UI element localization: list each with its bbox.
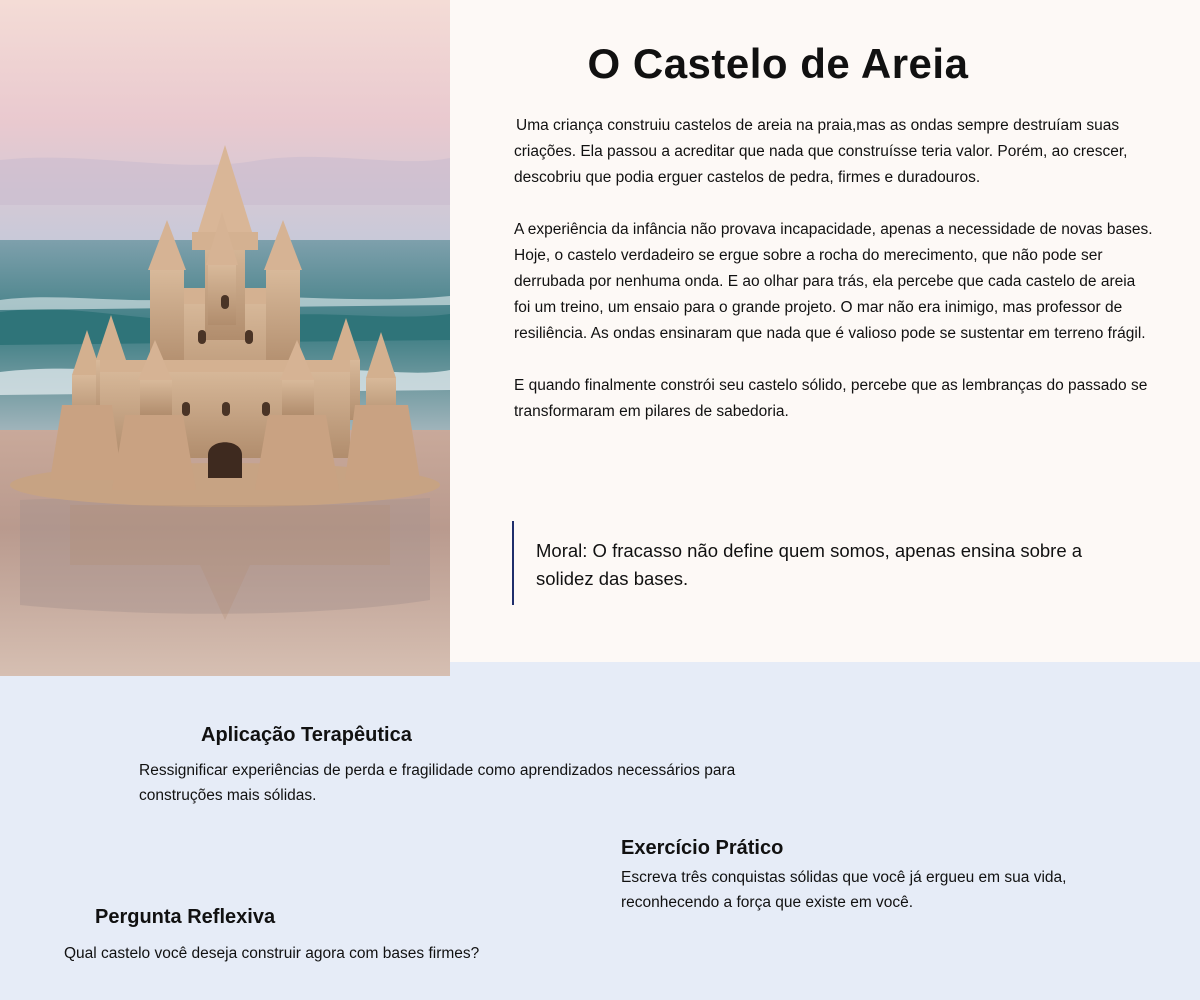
exercicio-text: Escreva três conquistas sólidas que você já ergueu em sua vida, reconhecendo a força que existe em você.: [621, 869, 1067, 911]
moral-text: Moral: O fracasso não define quem somos, apenas ensina sobre a solidez das bases.: [536, 540, 1083, 589]
story-paragraph: E quando finalmente constrói seu castelo sólido, percebe que as lembranças do passado se transformaram em pilares de sabedoria.: [514, 377, 1148, 420]
aplicacao-title: Aplicação Terapêutica: [201, 724, 412, 746]
aplicacao-text: Ressignificar experiências de perda e fragilidade como aprendizados necessários para construções mais sólidas.: [139, 762, 736, 804]
story-text: [514, 113, 1154, 451]
sandcastle-image: [0, 0, 450, 676]
exercicio-title: Exercício Prático: [621, 837, 784, 859]
page-title: O Castelo de Areia: [587, 40, 969, 87]
story-paragraph: A experiência da infância não provava incapacidade, apenas a necessidade de novas bases. Hoje, o castelo verdadeiro se ergue sobre a rocha do merecimento, que não pode ser derrubada por nenhuma onda. E ao olhar para trás, ela percebe que cada castelo de areia foi um treino, um ensaio para o grande projeto. O mar não era inimigo, mas professor de resiliência. As ondas ensinaram que nada que é valioso pode se sustentar em terreno frágil.: [514, 221, 1153, 342]
story-paragraph: Uma criança construiu castelos de areia na praia,mas as ondas sempre destruíam suas criações. Ela passou a acreditar que nada que construísse teria valor. Porém, ao crescer, descobriu que podia erguer castelos de pedra, firmes e duradouros.: [514, 117, 1128, 186]
pergunta-text: Qual castelo você deseja construir agora com bases firmes?: [64, 945, 480, 962]
moral-quote: [512, 521, 1142, 605]
pergunta-title: Pergunta Reflexiva: [95, 906, 276, 928]
